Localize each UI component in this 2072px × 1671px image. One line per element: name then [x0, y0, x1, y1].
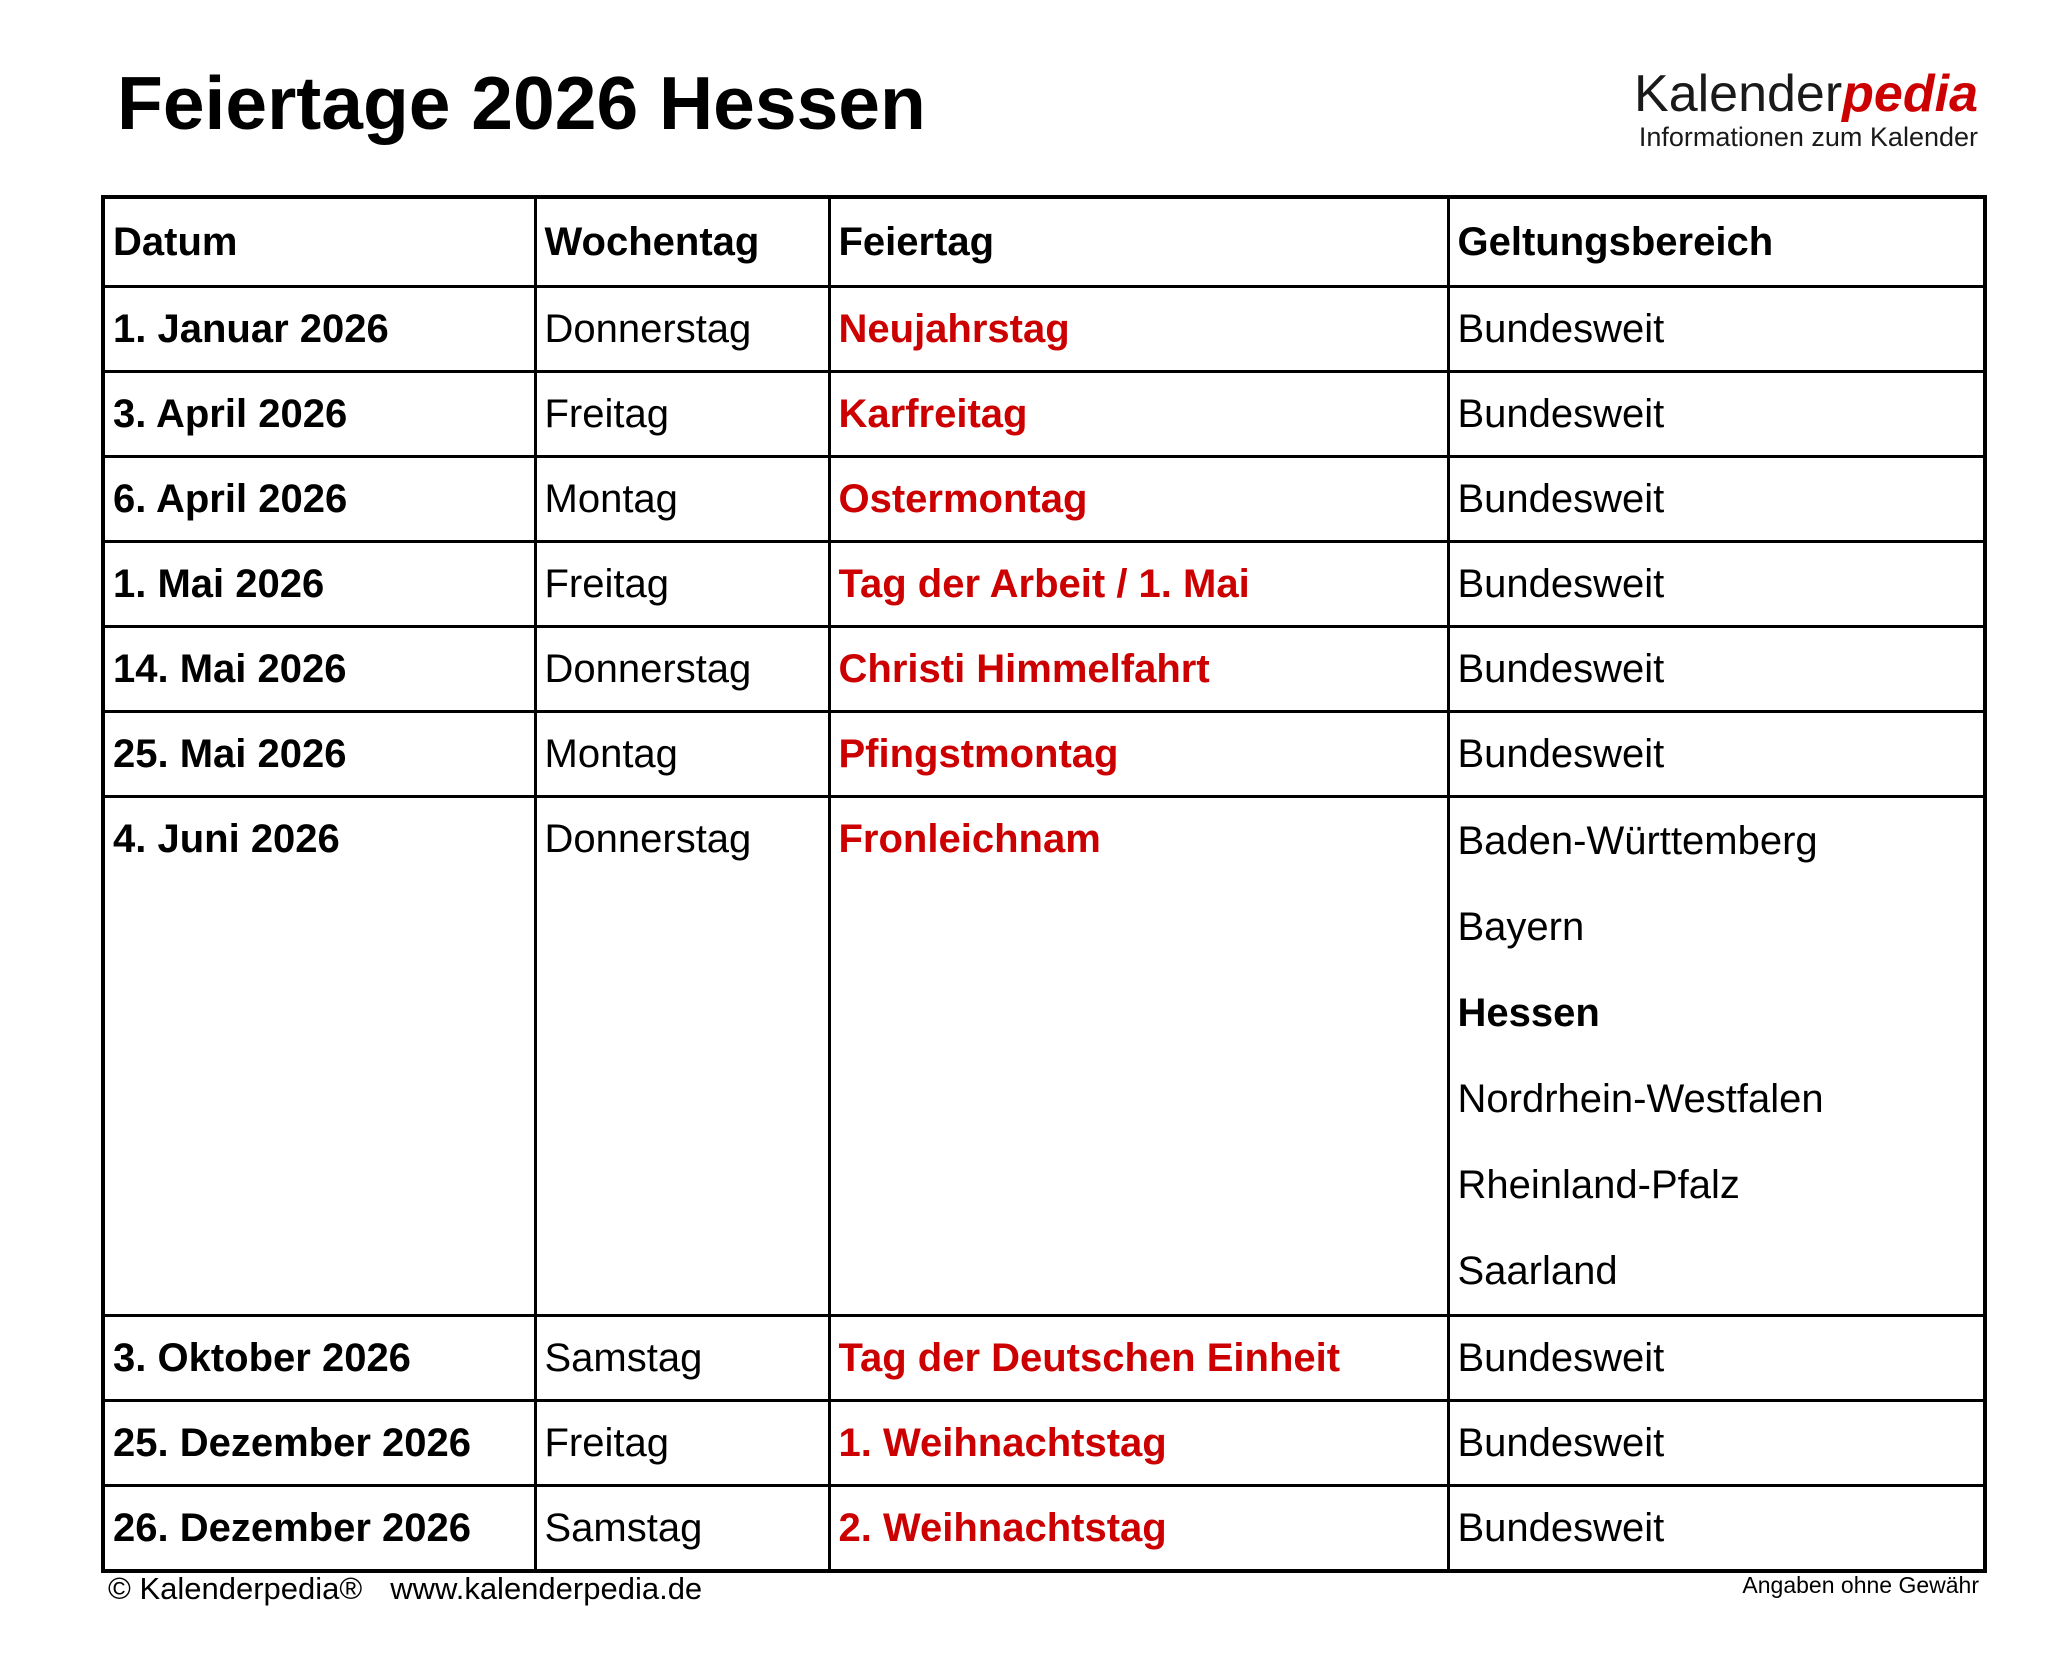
cell-weekday: Freitag [535, 1401, 829, 1486]
cell-holiday: 2. Weihnachtstag [829, 1486, 1448, 1572]
cell-date: 25. Mai 2026 [103, 712, 535, 797]
table-row [103, 457, 1985, 542]
cell-holiday: Tag der Deutschen Einheit [829, 1316, 1448, 1401]
logo-wordmark [1634, 66, 1978, 122]
brand-logo[interactable] [1634, 66, 1978, 152]
scope-region: Nordrhein-Westfalen [1457, 1077, 1824, 1121]
cell-scope: Bundesweit [1448, 287, 1985, 372]
footer-copyright: © Kalenderpedia® [108, 1571, 363, 1606]
cell-weekday: Donnerstag [535, 797, 829, 1316]
cell-scope: Bundesweit [1448, 1316, 1985, 1401]
cell-holiday: Christi Himmelfahrt [829, 627, 1448, 712]
cell-weekday: Donnerstag [535, 287, 829, 372]
table-header-row [103, 197, 1985, 287]
cell-holiday: Pfingstmontag [829, 712, 1448, 797]
header-holiday: Feiertag [829, 197, 1448, 287]
table-row [103, 712, 1985, 797]
table-row [103, 1316, 1985, 1401]
cell-holiday: Ostermontag [829, 457, 1448, 542]
cell-weekday: Montag [535, 712, 829, 797]
cell-weekday: Freitag [535, 372, 829, 457]
cell-date: 1. Januar 2026 [103, 287, 535, 372]
table-row [103, 627, 1985, 712]
cell-date: 3. April 2026 [103, 372, 535, 457]
cell-scope: Bundesweit [1448, 1401, 1985, 1486]
cell-date: 4. Juni 2026 [103, 797, 535, 1316]
scope-region: Hessen [1457, 991, 1600, 1035]
cell-scope: Bundesweit [1448, 372, 1985, 457]
cell-scope: Bundesweit [1448, 1486, 1985, 1572]
scope-region: Baden-Württemberg [1457, 819, 1818, 863]
logo-name-accent: pedia [1842, 65, 1978, 123]
cell-scope: Bundesweit [1448, 627, 1985, 712]
header-date: Datum [103, 197, 535, 287]
cell-date: 14. Mai 2026 [103, 627, 535, 712]
table-row [103, 1486, 1985, 1572]
cell-scope: Bundesweit [1448, 712, 1985, 797]
scope-region: Bayern [1457, 905, 1585, 949]
cell-date: 1. Mai 2026 [103, 542, 535, 627]
cell-weekday: Samstag [535, 1316, 829, 1401]
cell-scope [1448, 797, 1985, 1316]
cell-holiday: Karfreitag [829, 372, 1448, 457]
cell-holiday: Tag der Arbeit / 1. Mai [829, 542, 1448, 627]
footer-disclaimer: Angaben ohne Gewähr [1742, 1572, 1979, 1598]
cell-date: 25. Dezember 2026 [103, 1401, 535, 1486]
logo-name-main: Kalender [1634, 65, 1843, 123]
cell-weekday: Donnerstag [535, 627, 829, 712]
header-weekday: Wochentag [535, 197, 829, 287]
scope-region: Saarland [1457, 1249, 1618, 1293]
table-row [103, 287, 1985, 372]
cell-holiday: Fronleichnam [829, 797, 1448, 1316]
logo-tagline: Informationen zum Kalender [1638, 122, 1978, 152]
header-scope: Geltungsbereich [1448, 197, 1985, 287]
table-row [103, 1401, 1985, 1486]
cell-weekday: Freitag [535, 542, 829, 627]
cell-date: 26. Dezember 2026 [103, 1486, 535, 1572]
cell-holiday: 1. Weihnachtstag [829, 1401, 1448, 1486]
footer-url-link[interactable]: www.kalenderpedia.de [390, 1571, 703, 1606]
cell-date: 3. Oktober 2026 [103, 1316, 535, 1401]
page-title: Feiertage 2026 Hessen [117, 61, 926, 145]
holiday-table [101, 195, 1987, 1573]
cell-scope: Bundesweit [1448, 457, 1985, 542]
table-row [103, 372, 1985, 457]
table-row [103, 797, 1985, 1316]
cell-weekday: Samstag [535, 1486, 829, 1572]
cell-holiday: Neujahrstag [829, 287, 1448, 372]
table-row [103, 542, 1985, 627]
cell-scope: Bundesweit [1448, 542, 1985, 627]
scope-region: Rheinland-Pfalz [1457, 1163, 1740, 1207]
cell-date: 6. April 2026 [103, 457, 535, 542]
footer-credits [108, 1569, 702, 1609]
table-body [103, 287, 1985, 1572]
cell-weekday: Montag [535, 457, 829, 542]
